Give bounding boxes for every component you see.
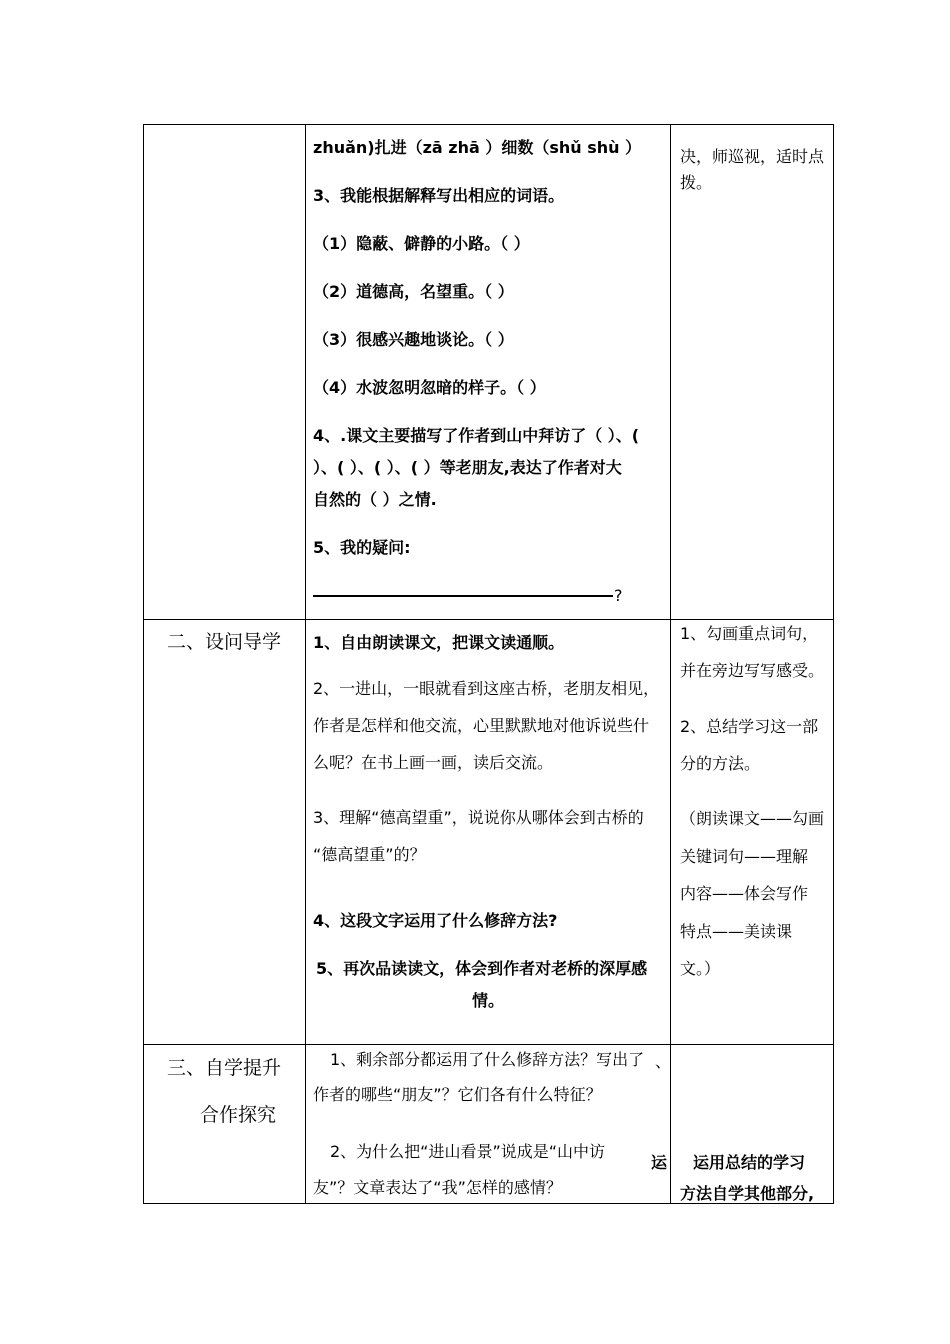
method-note: 并在旁边写写感受。: [680, 661, 825, 680]
self-study-question: 作者的哪些“朋友”？它们各有什么特征？: [313, 1085, 602, 1104]
guide-question: 么呢？在书上画一画，读后交流。: [313, 753, 554, 772]
table-right-border: [833, 124, 834, 1204]
question-3-item: （3）很感兴趣地谈论。（ ）: [313, 330, 514, 349]
question-3-item: （1）隐蔽、僻静的小路。（ ）: [313, 234, 530, 253]
pinyin-line: zhuǎn)扎进（zā zhā ）细数（shǔ shù ）: [313, 138, 642, 157]
guide-question: 4、这段文字运用了什么修辞方法?: [313, 911, 558, 930]
row-divider: [143, 1044, 834, 1045]
guide-question: 作者是怎样和他交流，心里默默地对他诉说些什: [313, 716, 650, 735]
self-study-question: 友”？文章表达了“我”怎样的感情？: [313, 1178, 562, 1197]
guide-question: 3、理解“德高望重”，说说你从哪体会到古桥的: [313, 808, 644, 827]
question-3-title: 3、我能根据解释写出相应的词语。: [313, 186, 565, 205]
question-4-line: 自然的（ ）之情.: [313, 490, 437, 509]
section-label-cooperation: 合作探究: [200, 1104, 277, 1126]
self-study-method-note: 方法自学其他部分,: [680, 1184, 815, 1203]
method-note: 内容——体会写作: [680, 884, 809, 903]
guide-question: 2、一进山，一眼就看到这座古桥，老朋友相见，: [313, 679, 660, 698]
method-note: 文。）: [680, 959, 721, 978]
method-note: 2、总结学习这一部: [680, 717, 819, 736]
self-study-question: 2、为什么把“进山看景”说成是“山中访: [330, 1142, 606, 1161]
self-study-question: 1、剩余部分都运用了什么修辞方法？写出了: [330, 1050, 645, 1069]
self-study-method-note: 运用总结的学习: [693, 1153, 806, 1172]
method-note: （朗读课文——勾画: [680, 809, 825, 828]
question-5-title: 5、我的疑问:: [313, 538, 411, 557]
overflow-char: 、: [655, 1052, 672, 1071]
question-3-item: （4）水波忽明忽暗的样子。（ ）: [313, 378, 546, 397]
overflow-char: 运: [651, 1153, 668, 1172]
table-left-border: [143, 124, 144, 1204]
method-note: 分的方法。: [680, 754, 761, 773]
section-label-self-study: 三、自学提升: [167, 1057, 282, 1079]
row-divider: [143, 619, 834, 620]
method-note: 关键词句——理解: [680, 847, 809, 866]
question-4-line: ）、( ）、( ）、( ）等老朋友,表达了作者对大: [313, 458, 622, 477]
column-divider: [670, 124, 671, 1204]
column-divider: [305, 124, 306, 1204]
question-mark: ?: [614, 586, 623, 605]
table-top-border: [143, 124, 834, 125]
answer-line[interactable]: [313, 595, 613, 597]
method-note: 1、勾画重点词句，: [680, 624, 819, 643]
guide-question: 情。: [472, 991, 505, 1010]
question-4-line: 4、.课文主要描写了作者到山中拜访了（ ）、(: [313, 426, 640, 445]
method-note: 特点——美读课: [680, 922, 793, 941]
teacher-note-line: 决，师巡视，适时点: [680, 147, 825, 166]
guide-question: “德高望重”的？: [313, 845, 426, 864]
teacher-note-line: 拨。: [680, 173, 713, 192]
guide-question: 1、自由朗读课文，把课文读通顺。: [313, 633, 565, 652]
guide-question: 5、再次品读读文，体会到作者对老桥的深厚感: [316, 959, 648, 978]
section-label-questioning: 二、设问导学: [167, 631, 282, 653]
question-3-item: （2）道德高，名望重。（ ）: [313, 282, 514, 301]
